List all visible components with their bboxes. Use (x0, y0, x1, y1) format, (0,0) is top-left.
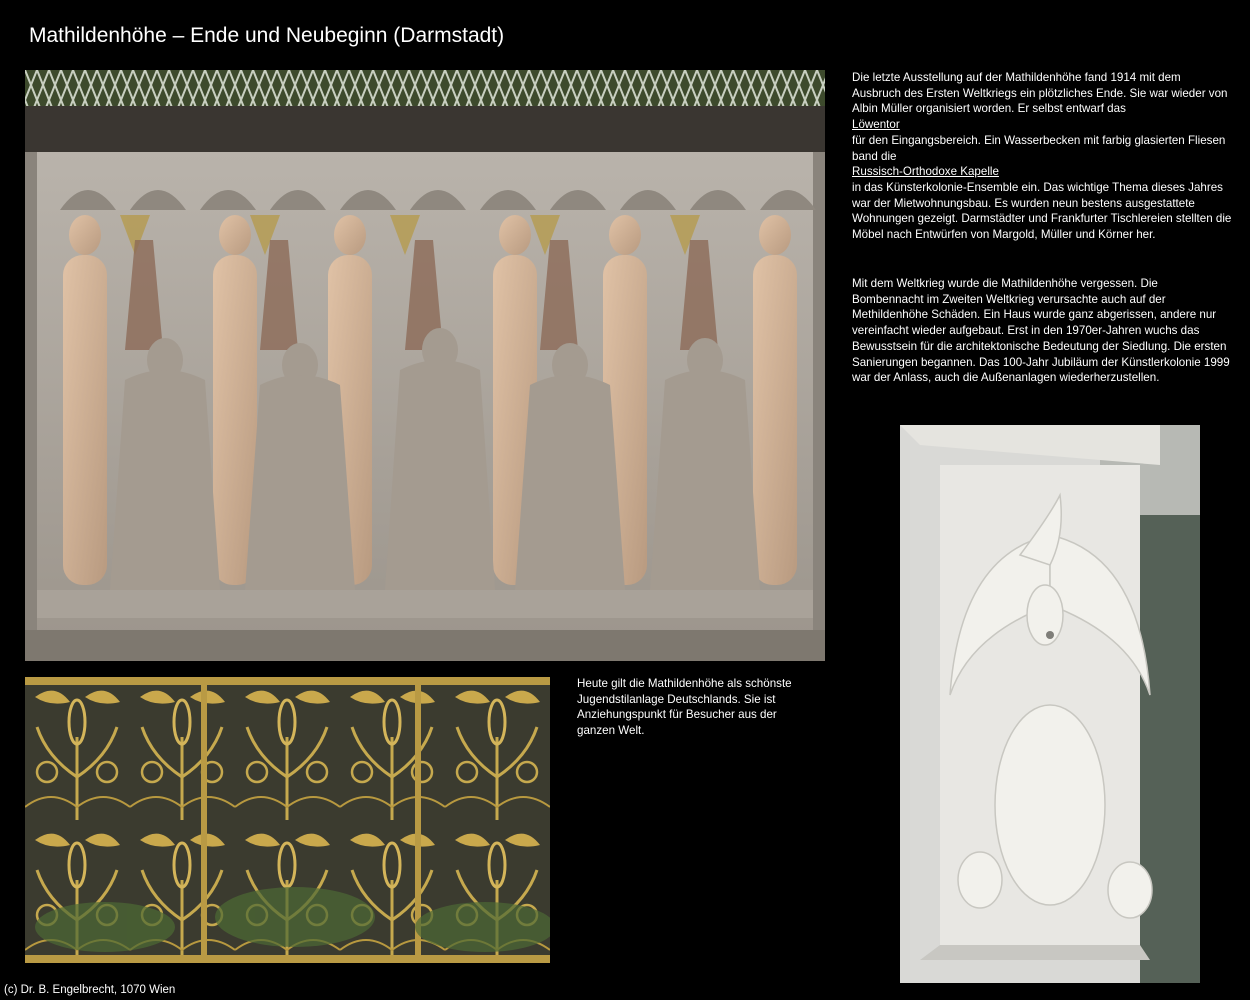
copyright-footer: (c) Dr. B. Engelbrecht, 1070 Wien (4, 984, 176, 996)
russisch-orthodoxe-kapelle-link[interactable]: Russisch-Orthodoxe Kapelle (852, 165, 999, 179)
intro-text-b: für den Eingangsbereich. Ein Wasserbecken mit farbig glasierten Fliesen band die (852, 133, 1226, 163)
intro-text-a: Die letzte Ausstellung auf der Mathildenhöhe fand 1914 mit dem Ausbruch des Ersten Weltkriegs ein plötzliches Ende. Sie war wieder von Albin Müller organisiert worden. Er selbst entwarf das (852, 71, 1228, 116)
gate-photo (25, 677, 550, 963)
page-title: Mathildenhöhe – Ende und Neubeginn (Darmstadt) (29, 24, 505, 47)
loewentor-link[interactable]: Löwentor (852, 118, 900, 132)
today-paragraph: Heute gilt die Mathildenhöhe als schönste Jugendstilanlage Deutschlands. Sie ist Anziehungspunkt für Besucher aus der ganzen Welt. (577, 677, 792, 738)
relief-photo (25, 70, 825, 661)
intro-paragraph (852, 70, 1232, 243)
history-paragraph: Mit dem Weltkrieg wurde die Mathildenhöhe vergessen. Die Bombennacht im Zweiten Weltkrieg verursachte auch auf der Methildenhöhe Schäden. Ein Haus wurde ganz abgerissen, andere nur vereinfacht wieder aufgebaut. Erst in den 1970er-Jahren wuchs das Bewusstsein für die architektonische Bedeutung der Siedlung. Die ersten Sanierungen begannen. Das 100-Jahr Jubiläum der Künstlerkolonie 1999 war der Anlass, auch die Außenanlagen wiederherzustellen. (852, 277, 1230, 385)
peacock-photo (900, 425, 1200, 983)
intro-text-c: in das Künsterkolonie-Ensemble ein. Das wichtige Thema dieses Jahres war der Mietwohnungsbau. Es wurden neun bestens ausgestattete Wohnungen gezeigt. Darmstädter und Frankfurter Tischlereien stellten die Möbel nach Entwürfen von Margold, Müller und Körner her. (852, 180, 1232, 242)
